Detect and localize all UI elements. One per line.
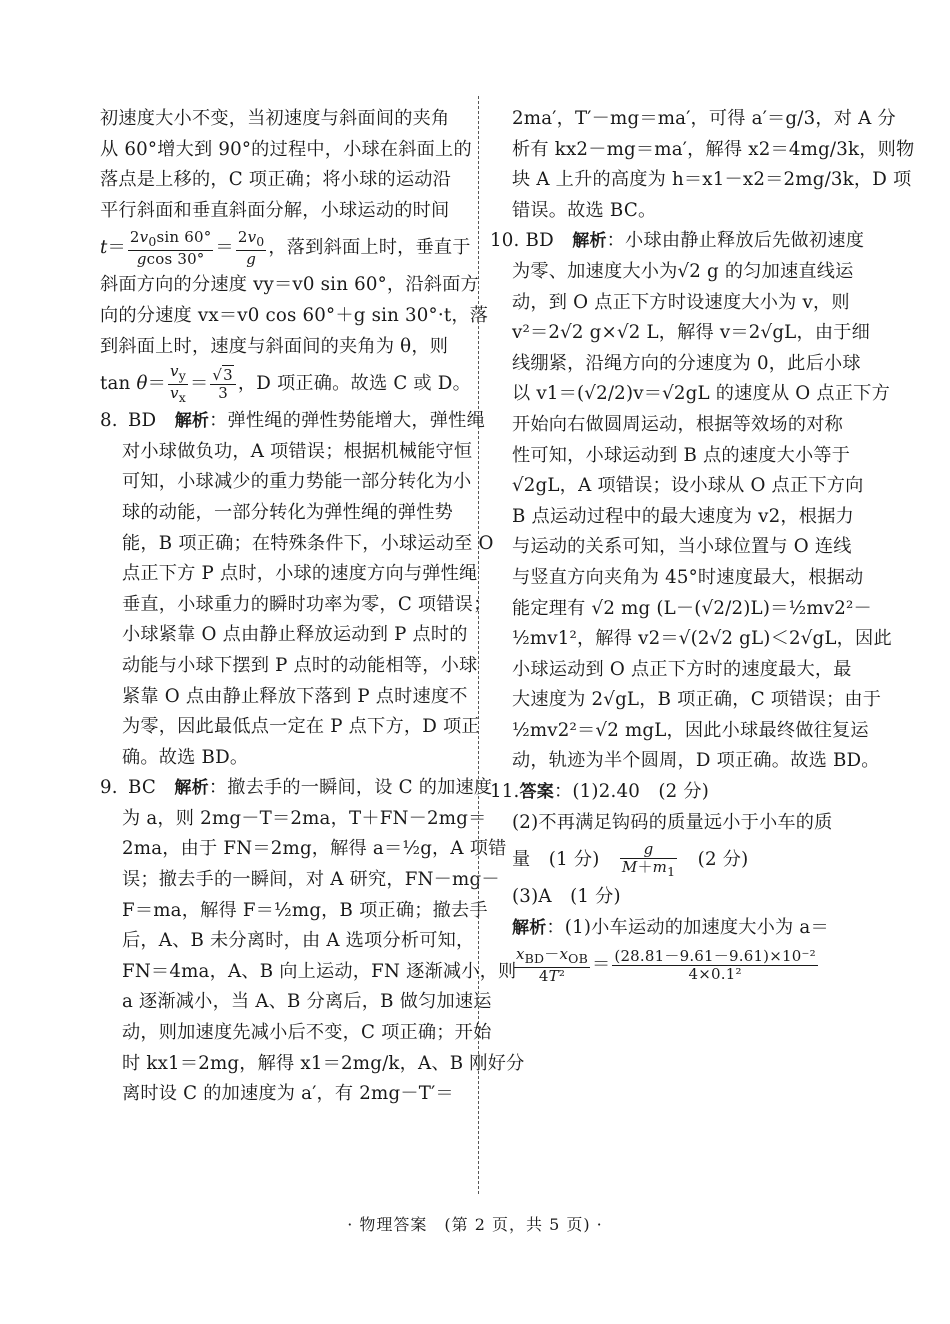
text-line: 斜面方向的分速度 vy＝v0 sin 60°，沿斜面方 [100, 274, 479, 296]
formula-line-answer: 量 (1 分) $\frac{g}{M+m_1}$ (2 分) [512, 839, 749, 879]
formula-line-tan: tan θ＝ $\frac{v_y}{v_x}$ ＝ $\frac{√3}{3}$ ，D 项正确。故选 C 或 D。 [100, 361, 471, 405]
text-line: 从 60°增大到 90°的过程中，小球在斜面上的 [100, 138, 472, 160]
text-line: 到斜面上时，速度与斜面间的夹角为 θ，则 [100, 335, 449, 357]
question-9-body: 为 a，则 2mg－T＝2ma，T＋FN－2mg＝ 2ma，由于 FN＝2mg，解得 a＝½g，A 项错 误；撤去手的一瞬间，对 A 研究，FN－mg－ F＝ma，解得 F＝½mg，B 项正确；撤去手 后，A、B 未分离时，由 A 选项分析可知， FN＝4ma，A、B 向上运动，FN 逐渐减小，则 a 逐渐减小，当 A、B 分离后，B 做匀加速运 动，则加速度先减小后不变，C 项正确；开始 时 kx1＝2mg，解得 x1＝2mg/k，A、B 刚好分 离时设 C 的加速度为 a′，有 2mg－T′＝ [122, 807, 525, 1105]
question-11-body: (2)不再满足钩码的质量远小于小车的质 量 (1 分) $\frac{g}{M+m_1}$ (2 分) (3)A (1 分) 解析：(1)小车运动的加速度大小为 a＝ $\frac{x_{BD}-x_{OB}}{\text{4T²}}$ ＝ $\frac{\text{(28.81－9.61－9.61)×10⁻²}}{\text{4×0.1²}}$ [512, 808, 862, 988]
text-line: 向的分速度 vx＝v0 cos 60°＋g sin 30°·t，落 [100, 304, 489, 326]
page-footer: · 物理答案 (第 2 页，共 5 页) · [347, 1215, 603, 1234]
text-line: 初速度大小不变，当初速度与斜面间的夹角 [100, 108, 450, 129]
text-line: 平行斜面和垂直斜面分解，小球运动的时间 [100, 199, 450, 221]
left-column [100, 104, 525, 1110]
column-divider [478, 96, 479, 1194]
question-9-header: 9. BC 解析：撤去手的一瞬间，设 C 的加速度 [100, 777, 493, 799]
formula-line-time: t＝ $\frac{2v_0\sin 60^\circ}{gcos 30^\circ}$ ＝ $\frac{2v_0}{g}$ ，落到斜面上时，垂直于 [100, 227, 471, 268]
right-column [490, 104, 915, 987]
question-10-body: 为零、加速度大小为√2 g 的匀加速直线运 动，到 O 点正下方时设速度大小为 v，则 v²＝2√2 g×√2 L，解得 v＝2√gL，由于细 线绷紧，沿绳方向的分速度为 0，此后小球 以 v1＝(√2/2)v＝√2gL 的速度从 O 点正下方 开始向右做圆周运动，根据等效场的对称 性可知，小球运动到 B 点的速度大小等于 √2gL，A 项错误；设小球从 O 点正下方向 B 点运动过程中的最大速度为 v2，根据力 与运动的关系可知，当小球位置与 O 连线 与竖直方向夹角为 45°时速度最大，根据动 能定理有 √2 mg (L－(√2/2)L)＝½mv2²－ ½mv1²，解得 v2＝√(2√2 gL)＜2√gL，因此 小球运动到 O 点正下方时的速度最大，最 大速度为 2√gL，B 项正确，C 项错误；由于 ½mv2²＝√2 mgL，因此小球最终做往复运 动，轨迹为半个圆周，D 项正确。故选 BD。 [512, 260, 892, 772]
formula-line-acceleration: $\frac{x_{BD}-x_{OB}}{\text{4T²}}$ ＝ $\frac{\text{(28.81－9.61－9.61)×10⁻²}}{\text{4×0.1²}}$ [516, 944, 816, 985]
text-line: 落点是上移的，C 项正确；将小球的运动沿 [100, 169, 452, 191]
question-9-continued: 2ma′，T′－mg＝ma′，可得 a′＝g/3，对 A 分 析有 kx2－mg＝ma′，解得 x2＝4mg/3k，则物 块 A 上升的高度为 h＝x1－x2＝2mg/3k，D 项 错误。故选 BC。 [512, 108, 915, 221]
question-10-header: 10. BD 解析：小球由静止释放后先做初速度 [490, 230, 865, 252]
question-11-header: 11.答案：(1)2.40 (2 分) [490, 781, 710, 803]
question-8-header: 8. BD 解析：弹性绳的弹性势能增大，弹性绳 [100, 410, 485, 432]
question-8-body: 对小球做负功，A 项错误；根据机械能守恒 可知，小球减少的重力势能一部分转化为小 球的动能，一部分转化为弹性绳的弹性势 能，B 项正确；在特殊条件下，小球运动至 O 点正下方 P 点时，小球的速度方向与弹性绳 垂直，小球重力的瞬时功率为零，C 项错误； 小球紧靠 O 点由静止释放运动到 P 点时的 动能与小球下摆到 P 点时的动能相等，小球 紧靠 O 点由静止释放下落到 P 点时速度不 为零，因此最低点一定在 P 点下方，D 项正 确。故选 BD。 [122, 440, 494, 768]
